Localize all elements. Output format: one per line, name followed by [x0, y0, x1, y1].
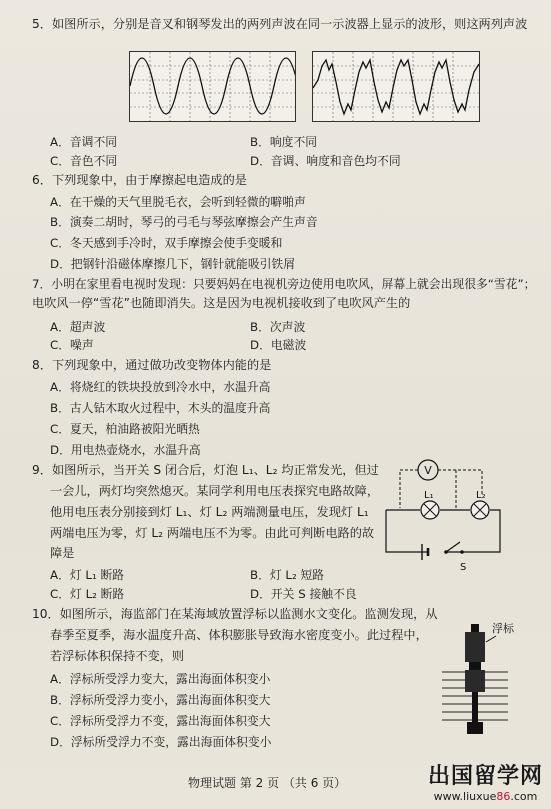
watermark-title: 出国留学网 — [427, 764, 543, 789]
buoy-label: 浮标 — [492, 622, 514, 635]
q10-stem-line2: 春季至夏季，海水温度升高、体积膨胀导致海水密度变小。此过程中， — [50, 628, 428, 642]
q9-stem-line2: 一会儿，两灯均突然熄灭。某同学利用电压表探究电路故障， — [50, 484, 380, 498]
q10-stem-line3: 若浮标体积保持不变，则 — [50, 649, 185, 663]
q7-option-c: C．噪声 — [50, 338, 94, 352]
q7-stem-line1: 7．小明在家里看电视时发现：只要妈妈在电视机旁边使用电吹风，屏幕上就会出现很多“雪花”； — [32, 277, 536, 291]
circuit-diagram — [378, 456, 508, 576]
q6-option-b: B．演奏二胡时，琴弓的弓毛与琴弦摩擦会产生声音 — [50, 215, 318, 229]
q9-stem-line4: 两端电压为零，灯 L₂ 两端电压不为零。由此可判断电路的故 — [50, 526, 375, 540]
q7-stem-line2: 电吹风一停“雪花”也随即消失。这是因为电视机接收到了电吹风产生的 — [32, 296, 411, 310]
q9-option-c: C．灯 L₂ 断路 — [50, 587, 125, 601]
q8-stem: 8．下列现象中，通过做功改变物体内能的是 — [32, 358, 272, 372]
q8-option-d: D．用电热壶烧水，水温升高 — [50, 443, 201, 457]
q10-stem-line1: 10．如图所示，海监部门在某海域放置浮标以监测水文变化。监测发现，从 — [32, 607, 438, 621]
bleed-through — [300, 44, 310, 59]
watermark-url: www.liuxue86.com — [433, 790, 538, 803]
q8-option-a: A．将烧红的铁块投放到冷水中，水温升高 — [50, 380, 271, 394]
q6-stem: 6．下列现象中，由于摩擦起电造成的是 — [32, 173, 247, 187]
q9-stem-line5: 障是 — [50, 546, 75, 560]
q6-option-c: C．冬天感到手冷时，双手摩擦会使手变暖和 — [50, 236, 283, 250]
q10-option-d: D．浮标所受浮力不变，露出海面体积变小 — [50, 735, 272, 749]
q5-option-d: D．音调、响度和音色均不同 — [250, 154, 401, 168]
q10-option-a: A．浮标所受浮力变大，露出海面体积变小 — [50, 672, 271, 686]
piano-wave-graphic — [313, 52, 479, 121]
tuning-fork-wave-graphic — [130, 52, 295, 121]
tuning-fork-waveform — [129, 51, 296, 122]
page-footer: 物理试题 第 2 页 （共 6 页） — [188, 776, 347, 790]
q7-option-b: B．次声波 — [250, 320, 306, 334]
lamp-l1-label: L₁ — [424, 490, 434, 501]
q7-option-a: A．超声波 — [50, 320, 106, 334]
piano-waveform — [312, 51, 480, 122]
q9-stem-line1: 9．如图所示，当开关 S 闭合后，灯泡 L₁、L₂ 均正常发光，但过 — [32, 463, 379, 477]
q8-option-c: C．夏天，柏油路被阳光晒热 — [50, 422, 200, 436]
q9-stem-line3: 他用电压表分别接到灯 L₁、灯 L₂ 两端测量电压，发现灯 L₁ — [50, 505, 369, 519]
switch-label: S — [460, 562, 467, 573]
buoy-icon — [471, 624, 479, 632]
q9-option-a: A．灯 L₁ 断路 — [50, 568, 125, 582]
lamp-l2-label: L₂ — [476, 490, 486, 501]
voltmeter-label: V — [424, 464, 432, 477]
buoy-diagram — [436, 620, 526, 740]
q8-option-b: B．古人钻木取火过程中，木头的温度升高 — [50, 401, 271, 415]
q10-option-c: C．浮标所受浮力不变，露出海面体积变大 — [50, 714, 271, 728]
q9-option-b: B．灯 L₂ 短路 — [250, 568, 325, 582]
q10-option-b: B．浮标所受浮力变小，露出海面体积变大 — [50, 693, 271, 707]
q5-option-b: B．响度不同 — [250, 135, 318, 149]
q5-stem: 5．如图所示，分别是音叉和钢琴发出的两列声波在同一示波器上显示的波形，则这两列声波 — [32, 17, 528, 31]
q5-option-a: A．音调不同 — [50, 135, 118, 149]
q6-option-d: D．把钢针沿磁体摩擦几下，钢针就能吸引铁屑 — [50, 257, 296, 271]
q6-option-a: A．在干燥的天气里脱毛衣，会听到轻微的噼啪声 — [50, 195, 306, 209]
q9-option-d: D．开关 S 接触不良 — [250, 587, 357, 601]
q5-option-c: C．音色不同 — [50, 154, 118, 168]
q7-option-d: D．电磁波 — [250, 338, 307, 352]
site-watermark — [428, 759, 543, 803]
